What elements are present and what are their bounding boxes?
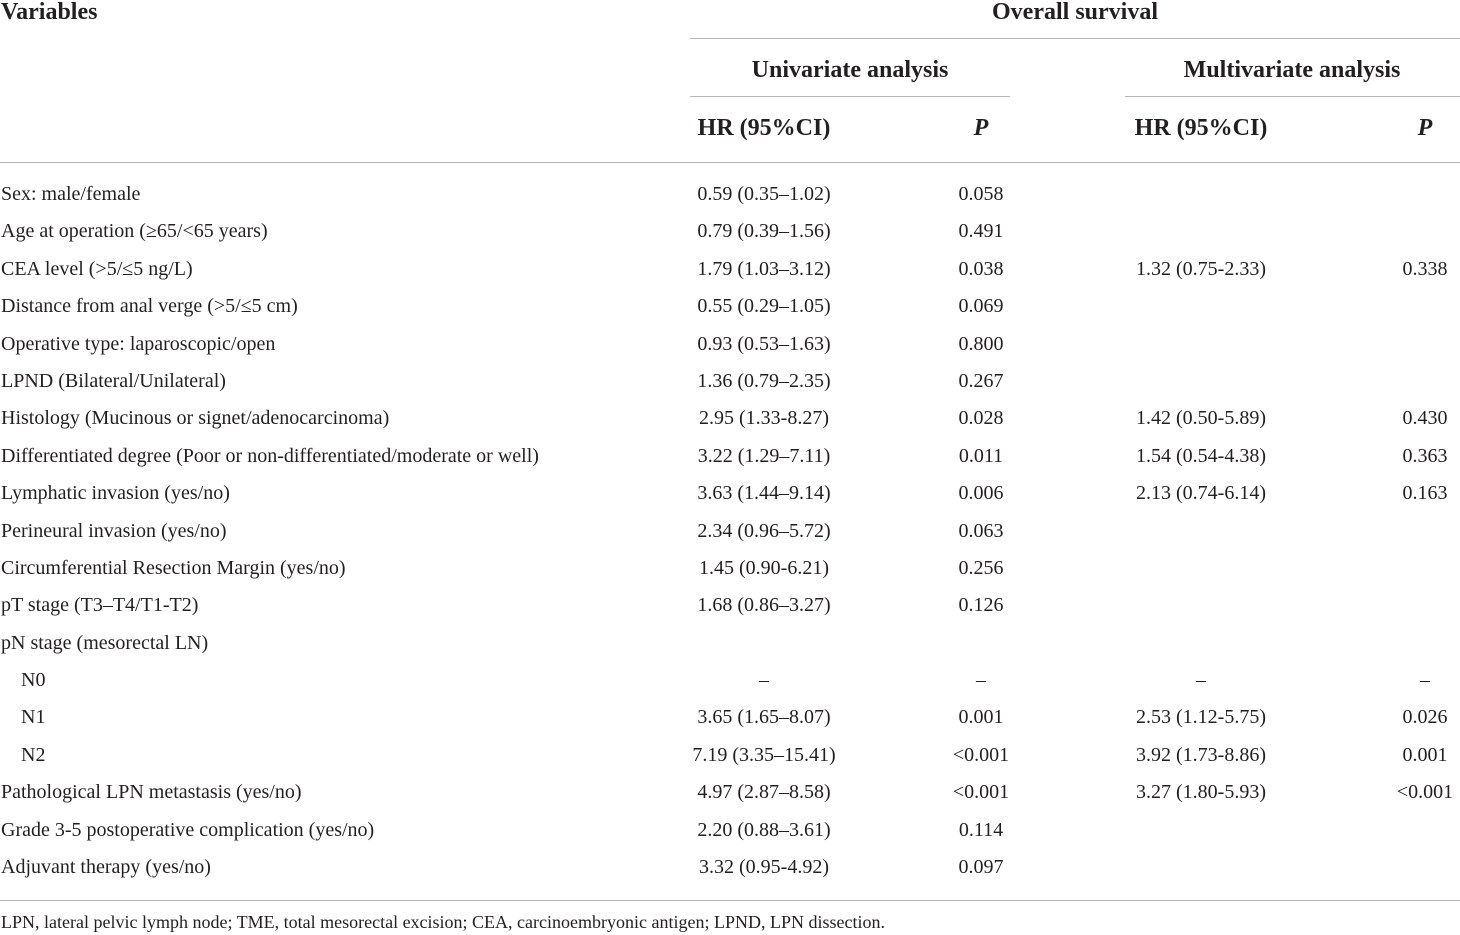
table-row (0, 363, 1460, 400)
header-univariate: Univariate analysis (751, 57, 949, 83)
cell-univariate-p: 0.011 (958, 444, 1004, 467)
table-row (0, 662, 1460, 699)
cell-multivariate-hr: 2.53 (1.12-5.75) (1136, 706, 1266, 729)
cell-multivariate-p: <0.001 (1396, 781, 1454, 804)
table-row (0, 326, 1460, 363)
cell-univariate-p: 0.097 (958, 856, 1004, 879)
cell-multivariate-hr: 1.32 (0.75-2.33) (1136, 257, 1266, 280)
cell-variable: Grade 3-5 postoperative complication (yes/no) (1, 818, 375, 841)
cell-variable: CEA level (>5/≤5 ng/L) (1, 257, 193, 280)
cell-univariate-hr: 1.79 (1.03–3.12) (697, 257, 831, 280)
cell-univariate-hr: 3.65 (1.65–8.07) (697, 706, 831, 729)
header-hr-multivariate: HR (95%CI) (1134, 115, 1268, 141)
cell-univariate-hr: 3.63 (1.44–9.14) (697, 482, 831, 505)
header-multivariate: Multivariate analysis (1183, 57, 1401, 83)
table-row (0, 251, 1460, 288)
cell-univariate-p: 0.114 (958, 818, 1004, 841)
table-body (0, 176, 1460, 886)
rule-overall-survival (690, 38, 1460, 39)
rule-multivariate (1125, 96, 1460, 97)
cell-multivariate-hr: 2.13 (0.74-6.14) (1136, 482, 1266, 505)
table-row (0, 587, 1460, 624)
rule-header-bottom (0, 162, 1460, 163)
cell-univariate-hr: 0.79 (0.39–1.56) (697, 220, 831, 243)
cell-variable: Distance from anal verge (>5/≤5 cm) (1, 295, 298, 318)
table-row (0, 213, 1460, 250)
cell-variable: pN stage (mesorectal LN) (1, 631, 209, 654)
cell-multivariate-hr: 3.92 (1.73-8.86) (1136, 743, 1266, 766)
cell-variable: LPND (Bilateral/Unilateral) (1, 369, 226, 392)
table-row (0, 699, 1460, 736)
footnote: LPN, lateral pelvic lymph node; TME, total mesorectal excision; CEA, carcinoembryonic antigen; LPND, LPN dissection. (1, 912, 885, 932)
cell-univariate-p: 0.006 (958, 482, 1004, 505)
cell-variable: Age at operation (≥65/<65 years) (1, 220, 268, 243)
table-row (0, 849, 1460, 886)
table-row (0, 774, 1460, 811)
table-row (0, 176, 1460, 213)
cell-univariate-p: 0.126 (958, 594, 1004, 617)
cell-univariate-hr: 2.95 (1.33-8.27) (699, 407, 829, 430)
cell-multivariate-p: 0.430 (1402, 407, 1448, 430)
cell-univariate-p: 0.028 (958, 407, 1004, 430)
table-row (0, 400, 1460, 437)
cell-variable: Perineural invasion (yes/no) (1, 519, 227, 542)
cell-variable: Sex: male/female (1, 183, 141, 205)
cell-multivariate-hr: 3.27 (1.80-5.93) (1136, 781, 1266, 804)
cell-variable: Adjuvant therapy (yes/no) (1, 856, 211, 879)
cell-univariate-hr: 3.22 (1.29–7.11) (697, 444, 831, 467)
cell-variable: Pathological LPN metastasis (yes/no) (1, 781, 302, 804)
header-hr-univariate: HR (95%CI) (697, 115, 831, 141)
cell-univariate-hr: 0.59 (0.35–1.02) (697, 183, 831, 205)
cell-multivariate-hr: – (1196, 669, 1206, 692)
cell-univariate-hr: 4.97 (2.87–8.58) (697, 781, 831, 804)
table-row (0, 513, 1460, 550)
cell-univariate-p: <0.001 (952, 781, 1010, 804)
table-row (0, 550, 1460, 587)
cell-multivariate-p: 0.163 (1402, 482, 1448, 505)
rule-univariate (690, 96, 1010, 97)
cell-univariate-p: 0.058 (958, 183, 1004, 205)
cell-multivariate-hr: 1.42 (0.50-5.89) (1136, 407, 1266, 430)
cell-univariate-hr: 1.68 (0.86–3.27) (697, 594, 831, 617)
cell-univariate-p: 0.491 (958, 220, 1004, 243)
cell-univariate-p: 0.069 (958, 295, 1004, 318)
cell-multivariate-hr: 1.54 (0.54-4.38) (1136, 444, 1266, 467)
cell-variable: N1 (21, 706, 46, 729)
header-p-multivariate: P (1417, 115, 1433, 141)
cell-univariate-p: 0.256 (958, 556, 1004, 579)
header-p-univariate: P (973, 115, 989, 141)
cell-multivariate-p: – (1420, 669, 1430, 692)
cell-univariate-hr: 1.45 (0.90-6.21) (699, 556, 829, 579)
cell-multivariate-p: 0.001 (1402, 743, 1448, 766)
cell-univariate-p: 0.063 (958, 519, 1004, 542)
cell-variable: Histology (Mucinous or signet/adenocarcinoma) (1, 407, 390, 430)
cell-univariate-hr: 3.32 (0.95-4.92) (699, 856, 829, 879)
cell-univariate-hr: 2.34 (0.96–5.72) (697, 519, 831, 542)
cell-variable: Differentiated degree (Poor or non-differentiated/moderate or well) (1, 444, 539, 467)
rule-table-bottom (0, 900, 1460, 901)
cell-variable: Operative type: laparoscopic/open (1, 332, 276, 355)
table-row (0, 737, 1460, 774)
cell-variable: Lymphatic invasion (yes/no) (1, 482, 230, 505)
table-row (0, 625, 1460, 662)
cell-univariate-hr: 1.36 (0.79–2.35) (697, 369, 831, 392)
cell-variable: N0 (21, 669, 46, 692)
cell-univariate-p: 0.038 (958, 257, 1004, 280)
table-row (0, 288, 1460, 325)
cell-univariate-p: 0.267 (958, 369, 1004, 392)
cell-univariate-p: <0.001 (952, 743, 1010, 766)
cell-variable: pT stage (T3–T4/T1-T2) (1, 594, 199, 617)
header-overall-survival: Overall survival (992, 0, 1158, 25)
header-variables: Variables (1, 0, 98, 25)
cell-variable: N2 (21, 743, 46, 766)
cell-univariate-hr: 2.20 (0.88–3.61) (697, 818, 831, 841)
cell-multivariate-p: 0.363 (1402, 444, 1448, 467)
table-row (0, 475, 1460, 512)
cell-univariate-p: – (976, 669, 986, 692)
table-row (0, 812, 1460, 849)
cell-univariate-p: 0.001 (958, 706, 1004, 729)
table-row (0, 438, 1460, 475)
cell-univariate-hr: – (759, 669, 769, 692)
cell-multivariate-p: 0.338 (1402, 257, 1448, 280)
cell-univariate-hr: 0.93 (0.53–1.63) (697, 332, 831, 355)
cell-univariate-hr: 0.55 (0.29–1.05) (697, 295, 831, 318)
cell-univariate-p: 0.800 (958, 332, 1004, 355)
cell-multivariate-p: 0.026 (1402, 706, 1448, 729)
cell-variable: Circumferential Resection Margin (yes/no) (1, 556, 346, 579)
cell-univariate-hr: 7.19 (3.35–15.41) (692, 743, 836, 766)
